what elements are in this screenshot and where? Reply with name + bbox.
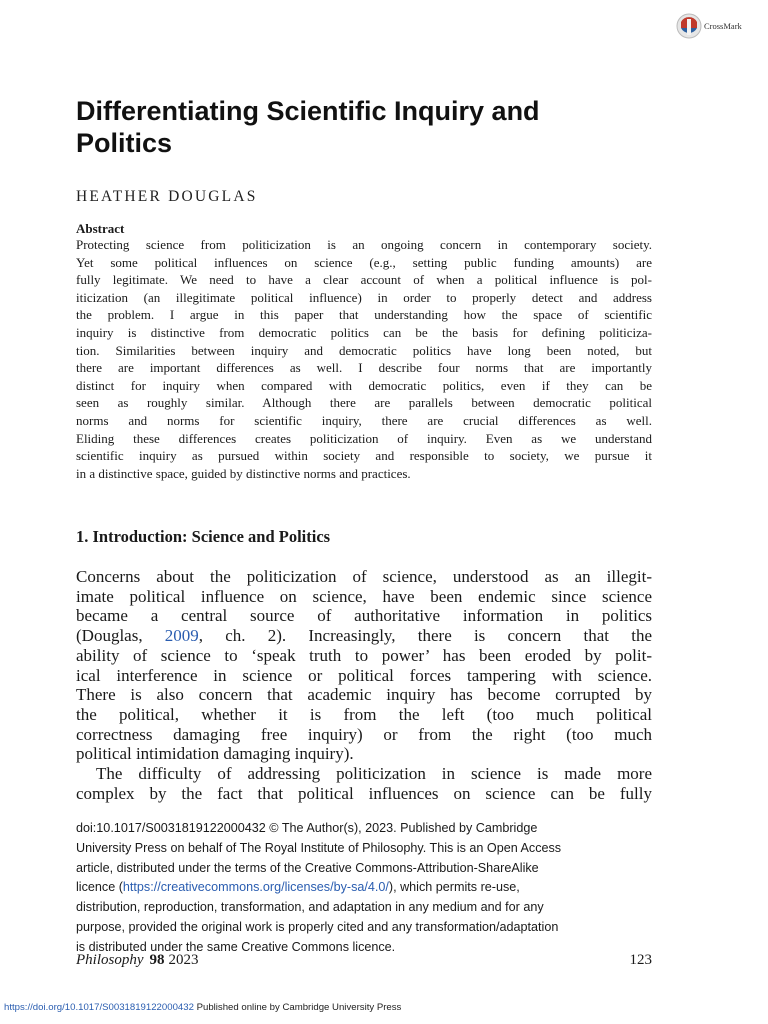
- abstract-heading: Abstract: [76, 221, 125, 236]
- body-text: [76, 567, 652, 803]
- body-line: The difficulty of addressing politicization in science is made more: [96, 764, 652, 784]
- abstract-text: [76, 236, 652, 482]
- doi-link[interactable]: https://doi.org/10.1017/S0031819122000432: [4, 1002, 194, 1013]
- abstract-line: tion. Similarities between inquiry and democratic politics have long been noted, but: [76, 342, 652, 358]
- section-heading: 1. Introduction: Science and Politics: [76, 527, 331, 546]
- footnote-line: [76, 878, 654, 898]
- footnote-line: distribution, reproduction, transformation, and adaptation in any medium and for any: [76, 900, 544, 915]
- crossmark-icon: [676, 13, 702, 39]
- abstract-line: in a distinctive space, guided by distinctive norms and practices.: [76, 465, 411, 481]
- body-line: complex by the fact that political influences on science can be fully: [76, 783, 652, 803]
- body-line: [76, 626, 652, 646]
- page-footer: [76, 950, 652, 970]
- abstract-line: fully legitimate. We need to have a clear account of when a political influence is pol-: [76, 272, 652, 288]
- title-line: Differentiating Scientific Inquiry and: [76, 96, 540, 126]
- abstract-line: norms and norms for scientific inquiry, there are crucial differences as well.: [76, 412, 652, 428]
- body-line: correctness damaging free inquiry) or from the right (too much: [76, 724, 652, 744]
- crossmark-badge[interactable]: [676, 12, 742, 40]
- line-text: ), which permits re-use,: [388, 880, 520, 895]
- author-name: HEATHER DOUGLAS: [76, 188, 258, 205]
- body-line: ical interference in science or political forces tampering with science.: [76, 665, 652, 685]
- line-text: licence (: [76, 880, 123, 895]
- abstract-line: seen as roughly similar. Although there are parallels between democratic political: [76, 395, 652, 411]
- footnote-line: doi:10.1017/S0031819122000432 © The Author(s), 2023. Published by Cambridge: [76, 821, 538, 835]
- body-line: imate political influence on science, have been endemic since science: [76, 586, 652, 606]
- abstract-line: iticization (an illegitimate political influence) in order to properly detect and address: [76, 289, 652, 305]
- publisher-bar: [4, 1002, 401, 1013]
- body-line: the political, whether it is from the left (too much political: [76, 704, 652, 724]
- footnote-line: purpose, provided the original work is properly cited and any transformation/adaptation: [76, 919, 559, 934]
- page-number: 123: [629, 952, 652, 968]
- crossmark-label: CrossMark: [704, 21, 742, 31]
- body-line: Concerns about the politicization of science, understood as an illegit-: [76, 567, 652, 586]
- body-line: ability of science to ‘speak truth to power’ has been eroded by polit-: [76, 645, 652, 665]
- body-line: political intimidation damaging inquiry).: [76, 744, 354, 764]
- license-link[interactable]: https://creativecommons.org/licenses/by-sa/4.0/: [122, 880, 389, 895]
- abstract-line: the problem. I argue in this paper that understanding how the space of scientific: [76, 307, 652, 323]
- footnote-line: University Press on behalf of The Royal Institute of Philosophy. This is an Open Access: [76, 840, 562, 855]
- abstract-line: there are important differences as well. I describe four norms that are importantly: [76, 360, 652, 376]
- body-line: became a central source of authoritative information in politics: [76, 606, 652, 626]
- footnote-line: is distributed under the same Creative Commons licence.: [76, 939, 396, 954]
- abstract-line: Protecting science from politicization is an ongoing concern in contemporary society.: [76, 237, 652, 252]
- article-title: [76, 95, 676, 159]
- line-text: (Douglas,: [76, 626, 165, 646]
- abstract-line: Yet some political influences on science (e.g., setting public funding amounts) are: [76, 254, 652, 270]
- body-line: There is also concern that academic inquiry has become corrupted by: [76, 685, 652, 705]
- footnote-line: article, distributed under the terms of the Creative Commons-Attribution-ShareAlike: [76, 860, 539, 875]
- citation-link[interactable]: 2009: [164, 626, 199, 646]
- journal-volume: 98: [149, 952, 165, 968]
- journal-year: 2023: [168, 952, 199, 968]
- journal-name: Philosophy: [76, 952, 144, 968]
- copyright-footnote: [76, 819, 654, 958]
- published-online-text: Published online by Cambridge University Press: [193, 1002, 402, 1013]
- line-text: , ch. 2). Increasingly, there is concern that the: [198, 626, 652, 646]
- abstract-line: scientific inquiry as pursued within society and responsible to society, we pursue it: [76, 448, 652, 464]
- title-line: Politics: [76, 128, 173, 158]
- abstract-line: distinct for inquiry when compared with democratic politics, even if they can be: [76, 377, 652, 393]
- abstract-line: Eliding these differences creates politicization of inquiry. Even as we understand: [76, 430, 652, 446]
- abstract-line: inquiry is distinctive from democratic politics can be the basis for defining politiciza-: [76, 324, 652, 340]
